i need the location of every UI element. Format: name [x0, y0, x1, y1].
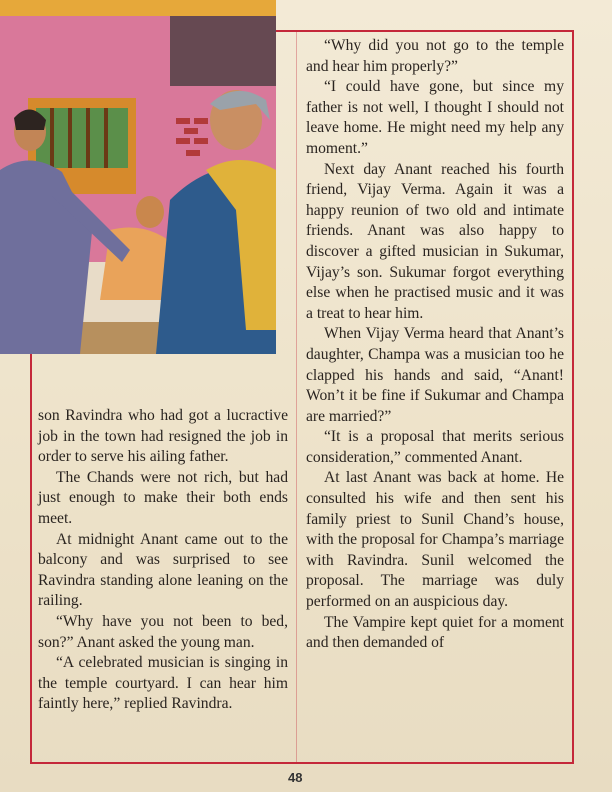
frame-top-line [276, 30, 574, 32]
dark-doorway [170, 16, 276, 86]
left-paragraph: “Why have you not been to bed, son?” Anant asked the young man. [38, 612, 288, 651]
right-paragraph: “It is a proposal that merits serious consideration,” commented Anant. [306, 428, 564, 466]
right-paragraph: Next day Anant reached his fourth friend, Vijay Verma. Again it was a happy reunion of two old and intimate friends. Anant was also happy to discover a gifted musician in Sukumar, Vijay’s son. Sukumar forgot everything else when he practised music and it was a treat to hear him. [306, 160, 564, 322]
right-paragraph: The Vampire kept quiet for a moment and then demanded of [306, 613, 564, 652]
illustration-scene [0, 0, 276, 354]
sick-man-head [136, 196, 164, 228]
right-text-column [306, 36, 564, 654]
story-illustration [0, 0, 276, 354]
right-paragraph: “I could have gone, but since my father is not well, I thought I should not leave home. He might need my help any moment.” [306, 78, 564, 157]
left-paragraph: son Ravindra who had got a lucractive job in the town had resigned the job in order to serve his ailing father. [38, 407, 288, 466]
left-paragraph: “A celebrated musician is singing in the temple courtyard. I can hear him faintly here,” replied Ravindra. [38, 654, 288, 713]
frame-right-line [572, 30, 574, 764]
left-text-column [38, 406, 288, 715]
frame-left-line [30, 354, 32, 764]
right-paragraph: When Vijay Verma heard that Anant’s daughter, Champa was a musician too he clapped his hands and said, “Anant! Won’t it be fine if Sukumar and Champa are married?” [306, 325, 564, 425]
left-paragraph: The Chands were not rich, but had just enough to make their both ends meet. [38, 468, 288, 527]
page-number: 48 [288, 770, 303, 785]
left-paragraph: At midnight Anant came out to the balcony and was surprised to see Ravindra standing alone leaning on the railing. [38, 530, 288, 610]
frame-bottom-line [30, 762, 574, 764]
right-paragraph: “Why did you not go to the temple and hear him properly?” [306, 37, 564, 75]
right-paragraph: At last Anant was back at home. He consulted his wife and then sent his family priest to Sunil Chand’s house, with the proposal for Champa’s marriage with Ravindra. Sunil welcomed the proposal. The marriage was duly performed on an auspicious day. [306, 469, 564, 611]
frame-divider-line [296, 30, 297, 764]
top-ornament-strip [0, 0, 276, 16]
window-view [36, 108, 128, 168]
